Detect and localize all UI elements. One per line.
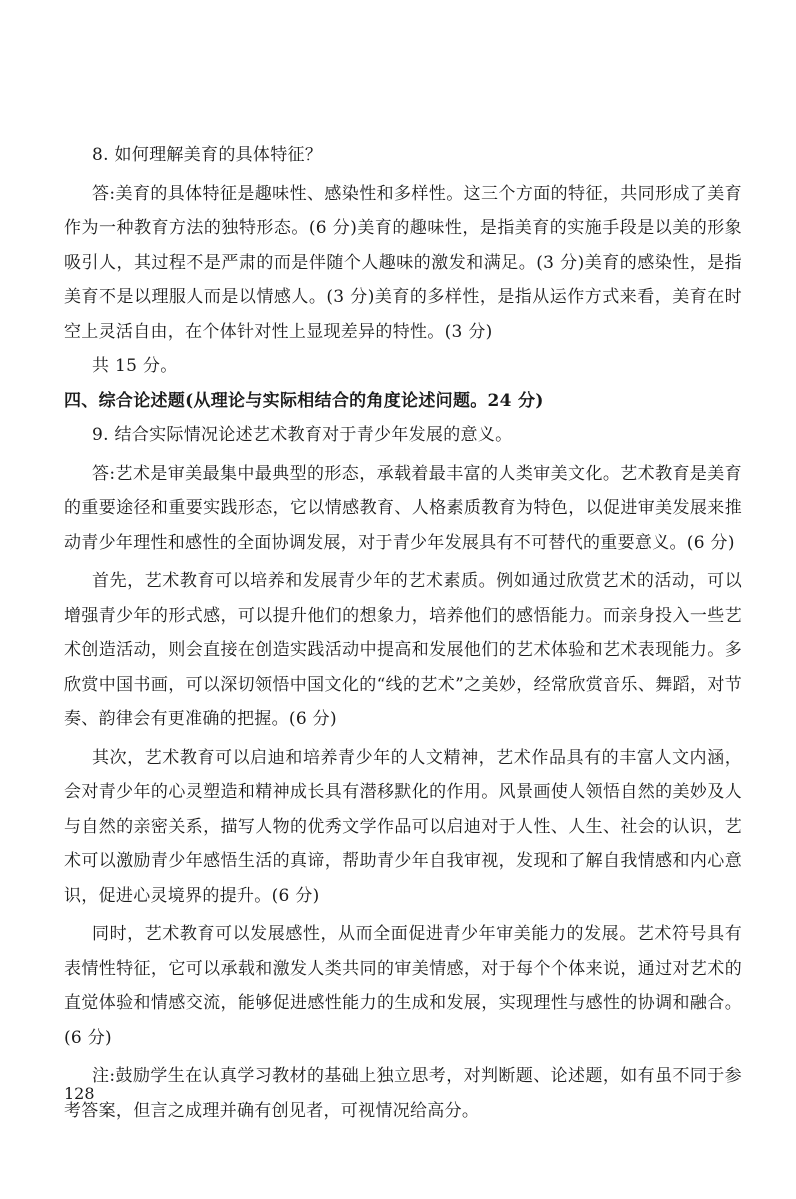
score-total-8: 共 15 分。 — [92, 356, 178, 376]
answer-8: 答:美育的具体特征是趣味性、感染性和多样性。这三个方面的特征，共同形成了美育作为一种教育方法的独特形态。(6 分)美育的趣味性，是指美育的实施手段是以美的形象吸引人，其过程不是严肃的而是伴随个人趣味的激发和满足。(3 分)美育的感染性，是指美育不是以理服人而是以情感人。(3 分)美育的多样性，是指从运作方式来看，美育在时空上灵活自由，在个体针对性上显现差异的特性。(3 分) — [64, 183, 742, 342]
page-content — [64, 138, 742, 1128]
grading-note: 注:鼓励学生在认真学习教材的基础上独立思考，对判断题、论述题，如有虽不同于参考答案，但言之成理并确有创见者，可视情况给高分。 — [64, 1066, 742, 1121]
answer-9-paragraph-2: 首先，艺术教育可以培养和发展青少年的艺术素质。例如通过欣赏艺术的活动，可以增强青少年的形式感，可以提升他们的想象力，培养他们的感悟能力。而亲身投入一些艺术创造活动，则会直接在创造实践活动中提高和发展他们的艺术体验和艺术表现能力。多欣赏中国书画，可以深切领悟中国文化的“线的艺术”之美妙，经常欣赏音乐、舞蹈，对节奏、韵律会有更准确的把握。(6 分) — [64, 571, 742, 729]
question-9: 9. 结合实际情况论述艺术教育对于青少年发展的意义。 — [92, 425, 513, 445]
page-number: 128 — [64, 1084, 95, 1103]
question-8: 8. 如何理解美育的具体特征？ — [92, 145, 323, 165]
answer-9-paragraph-4: 同时，艺术教育可以发展感性，从而全面促进青少年审美能力的发展。艺术符号具有表情性特征，它可以承载和激发人类共同的审美情感，对于每个个体来说，通过对艺术的直觉体验和情感交流，能够促进感性能力的生成和发展，实现理性与感性的协调和融合。(6 分) — [64, 924, 742, 1048]
answer-9-paragraph-1: 答:艺术是审美最集中最典型的形态，承载着最丰富的人类审美文化。艺术教育是美育的重要途径和重要实践形态，它以情感教育、人格素质教育为特色，以促进审美发展来推动青少年理性和感性的全面协调发展，对于青少年发展具有不可替代的重要意义。(6 分) — [64, 463, 742, 553]
answer-9-paragraph-3: 其次，艺术教育可以启迪和培养青少年的人文精神，艺术作品具有的丰富人文内涵，会对青少年的心灵塑造和精神成长具有潜移默化的作用。风景画使人领悟自然的美妙及人与自然的亲密关系，描写人物的优秀文学作品可以启迪对于人性、人生、社会的认识，艺术可以激励青少年感悟生活的真谛，帮助青少年自我审视，发现和了解自我情感和内心意识，促进心灵境界的提升。(6 分) — [64, 747, 742, 906]
section-4-heading: 四、综合论述题(从理论与实际相结合的角度论述问题。24 分) — [64, 390, 544, 411]
